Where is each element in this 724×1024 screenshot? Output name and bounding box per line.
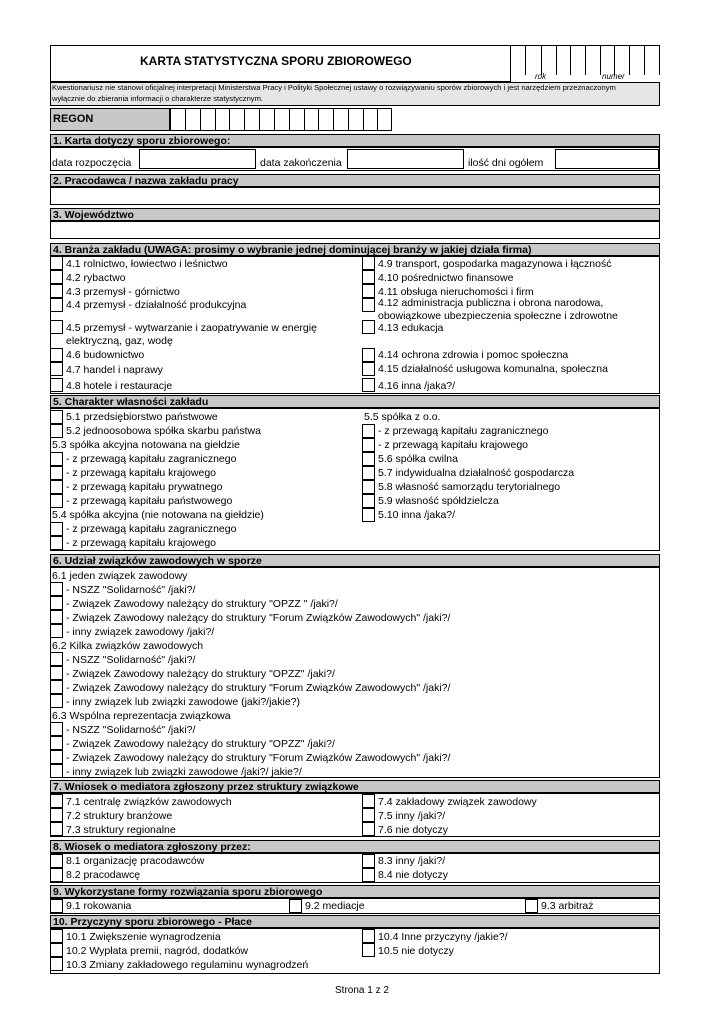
checkbox-6-1-b[interactable] — [50, 596, 63, 610]
option-4-13: 4.13 edukacja — [378, 322, 444, 334]
option-4-9: 4.9 transport, gospodarka magazynowa i łączność — [378, 258, 612, 270]
option-6-1-d: - inny związek zawodowy /jaki?/ — [66, 626, 215, 638]
checkbox-4-1[interactable] — [50, 256, 63, 270]
option-5-7: 5.7 indywidualna działalność gospodarcza — [378, 467, 575, 479]
checkbox-4-15[interactable] — [362, 362, 375, 376]
section-9-header: 9. Wykorzystane formy rozwiązania sporu zbiorowego — [50, 885, 660, 898]
checkbox-6-2-b[interactable] — [50, 666, 63, 680]
option-7-3: 7.3 struktury regionalne — [66, 824, 176, 836]
checkbox-6-2-a[interactable] — [50, 652, 63, 666]
option-4-5-cont: elektryczną, gaz, wodę — [66, 335, 173, 347]
option-10-5: 10.5 nie dotyczy — [378, 945, 454, 957]
option-7-5: 7.5 inny /jaki?/ — [378, 810, 446, 822]
section-5-header: 5. Charakter własności zakładu — [50, 395, 660, 408]
number-label: numer — [602, 72, 625, 81]
option-10-4: 10.4 Inne przyczyny /jakie?/ — [378, 931, 508, 943]
checkbox-8-2[interactable] — [50, 868, 63, 882]
option-8-2: 8.2 pracodawcę — [66, 869, 141, 881]
checkbox-7-2[interactable] — [50, 808, 63, 822]
regon-grid[interactable] — [170, 108, 392, 131]
option-6-3-d: - inny związek lub związki zawodowe /jaki?/ jakie?/ — [66, 766, 302, 778]
checkbox-6-1-c[interactable] — [50, 610, 63, 624]
option-4-14: 4.14 ochrona zdrowia i pomoc społeczna — [378, 349, 569, 361]
end-date-input[interactable] — [347, 149, 464, 169]
days-total-label: ilość dni ogółem — [468, 157, 544, 169]
option-6-2-d: - inny związek lub związki zawodowe (jaki?/jakie?) — [66, 696, 301, 708]
checkbox-7-6[interactable] — [362, 822, 375, 836]
option-5-8: 5.8 własność samorządu terytorialnego — [378, 481, 561, 493]
checkbox-5-7[interactable] — [362, 466, 375, 480]
option-5-3-b: - z przewagą kapitału krajowego — [66, 467, 216, 479]
option-4-8: 4.8 hotele i restauracje — [66, 380, 173, 392]
option-4-2: 4.2 rybactwo — [66, 272, 126, 284]
checkbox-6-3-a[interactable] — [50, 722, 63, 736]
checkbox-6-2-c[interactable] — [50, 680, 63, 694]
option-8-1: 8.1 organizację pracodawców — [66, 855, 205, 867]
employer-name-input[interactable] — [50, 187, 660, 205]
section-10-header: 10. Przyczyny sporu zbiorowego - Płace — [50, 915, 660, 928]
checkbox-8-1[interactable] — [50, 854, 63, 868]
option-5-3-a: - z przewagą kapitału zagranicznego — [66, 453, 237, 465]
checkbox-7-1[interactable] — [50, 794, 63, 808]
option-5-1: 5.1 przedsiębiorstwo państwowe — [66, 411, 218, 423]
checkbox-7-4[interactable] — [362, 794, 375, 808]
year-label: rok — [535, 72, 547, 81]
option-4-6: 4.6 budownictwo — [66, 349, 145, 361]
page-number: Strona 1 z 2 — [335, 985, 389, 996]
option-4-3: 4.3 przemysł - górnictwo — [66, 286, 180, 298]
option-9-2: 9.2 mediacje — [305, 900, 365, 912]
checkbox-10-2[interactable] — [50, 943, 63, 957]
checkbox-6-2-d[interactable] — [50, 694, 63, 708]
checkbox-10-3[interactable] — [50, 957, 63, 971]
checkbox-8-4[interactable] — [362, 868, 375, 882]
option-8-3: 8.3 inny /jaki?/ — [378, 855, 446, 867]
checkbox-5-3-b[interactable] — [50, 466, 63, 480]
section-2-header: 2. Pracodawca / nazwa zakładu pracy — [50, 174, 660, 187]
checkbox-5-5-b[interactable] — [362, 438, 375, 452]
option-7-1: 7.1 centralę związków zawodowych — [66, 796, 232, 808]
option-6-2-c: - Związek Zawodowy należący do struktury "Forum Związków Zawodowych" /jaki?/ — [66, 682, 451, 694]
disclaimer-line-2: wyłącznie do zbierania informacji o charakterze statystycznym. — [52, 94, 264, 103]
end-date-label: data zakończenia — [260, 157, 342, 169]
option-5-3-c: - z przewagą kapitału prywatnego — [66, 481, 223, 493]
checkbox-6-3-b[interactable] — [50, 736, 63, 750]
checkbox-4-10[interactable] — [362, 270, 375, 284]
option-5-4-b: - z przewagą kapitału krajowego — [66, 537, 216, 549]
section-7-header: 7. Wniosek o mediatora zgłoszony przez struktury związkowe — [50, 780, 660, 793]
section-3-header: 3. Województwo — [50, 208, 660, 221]
section-4-header: 4. Branża zakładu (UWAGA: prosimy o wybranie jednej dominującej branży w jakiej działa firma) — [50, 243, 660, 256]
option-6-2: 6.2 Kilka związków zawodowych — [52, 640, 204, 652]
checkbox-10-5[interactable] — [362, 943, 375, 957]
option-10-3: 10.3 Zmiany zakładowego regulaminu wynagrodzeń — [66, 959, 309, 971]
checkbox-5-2[interactable] — [50, 424, 63, 438]
checkbox-9-1[interactable] — [50, 899, 63, 913]
section-6-header: 6. Udział związków zawodowych w sporze — [50, 554, 660, 567]
option-5-5: 5.5 spółka z o.o. — [364, 411, 441, 423]
option-8-4: 8.4 nie dotyczy — [378, 869, 449, 881]
checkbox-6-3-c[interactable] — [50, 750, 63, 764]
option-6-1-c: - Związek Zawodowy należący do struktury "Forum Związków Zawodowych" /jaki?/ — [66, 612, 451, 624]
option-6-1-b: - Związek Zawodowy należący do struktury "OPZZ " /jaki?/ — [66, 598, 338, 610]
checkbox-4-14[interactable] — [362, 348, 375, 362]
checkbox-5-9[interactable] — [362, 494, 375, 508]
checkbox-5-3-d[interactable] — [50, 494, 63, 508]
option-5-4-a: - z przewagą kapitału zagranicznego — [66, 523, 237, 535]
checkbox-6-3-d[interactable] — [50, 764, 63, 778]
checkbox-6-1-d[interactable] — [50, 624, 63, 638]
option-4-10: 4.10 pośrednictwo finansowe — [378, 272, 514, 284]
checkbox-4-13[interactable] — [362, 320, 375, 334]
checkbox-4-16[interactable] — [362, 378, 375, 392]
option-6-3-a: - NSZZ "Solidarność" /jaki?/ — [66, 724, 196, 736]
option-4-12-cont: obowiązkowe ubezpieczenia społeczne i zdrowotne — [378, 310, 618, 322]
option-5-9: 5.9 własność spółdzielcza — [378, 495, 499, 507]
option-4-16: 4.16 inna /jaka?/ — [378, 380, 456, 392]
option-6-3-c: - Związek Zawodowy należący do struktury "Forum Związków Zawodowych" /jaki?/ — [66, 752, 451, 764]
option-5-5-b: - z przewagą kapitału krajowego — [378, 439, 528, 451]
checkbox-5-10[interactable] — [362, 508, 375, 522]
start-date-label: data rozpoczęcia — [52, 157, 132, 169]
checkbox-10-1[interactable] — [50, 929, 63, 943]
checkbox-8-3[interactable] — [362, 854, 375, 868]
option-5-10: 5.10 inna /jaka?/ — [378, 509, 456, 521]
checkbox-4-6[interactable] — [50, 348, 63, 362]
option-4-12: 4.12 administracja publiczna i obrona narodowa, — [378, 297, 604, 309]
checkbox-4-3[interactable] — [50, 284, 63, 298]
checkbox-10-4[interactable] — [362, 929, 375, 943]
option-6-1: 6.1 jeden związek zawodowy — [52, 570, 188, 582]
checkbox-4-8[interactable] — [50, 378, 63, 392]
option-6-2-b: - Związek Zawodowy należący do struktury "OPZZ" /jaki?/ — [66, 668, 335, 680]
option-5-6: 5.6 spółka cwilna — [378, 453, 458, 465]
checkbox-9-3[interactable] — [525, 899, 538, 913]
section-8-header: 8. Wiosek o mediatora zgłoszony przez: — [50, 840, 660, 853]
checkbox-4-7[interactable] — [50, 362, 63, 376]
option-9-3: 9.3 arbitraż — [541, 900, 594, 912]
checkbox-5-3-a[interactable] — [50, 452, 63, 466]
checkbox-5-5-a[interactable] — [362, 424, 375, 438]
disclaimer-line-1: Kwestionariusz nie stanowi oficjalnej interpretacji Ministerstwa Pracy i Polityki Społecznej ustawy o rozwiązywaniu sporów zbiorowych i jest narzędziem przeznaczonym — [52, 83, 616, 92]
checkbox-4-12[interactable] — [362, 298, 375, 312]
option-4-15: 4.15 działalność usługowa komunalna, społeczna — [378, 363, 608, 375]
regon-label: REGON — [53, 113, 94, 125]
option-4-5: 4.5 przemysł - wytwarzanie i zaopatrywanie w energię — [66, 322, 317, 334]
option-6-3: 6.3 Wspólna reprezentacja związkowa — [52, 710, 231, 722]
option-5-4: 5.4 spółka akcyjna (nie notowana na giełdzie) — [52, 509, 264, 521]
checkbox-5-6[interactable] — [362, 452, 375, 466]
option-9-1: 9.1 rokowania — [66, 900, 132, 912]
option-10-1: 10.1 Zwiększenie wynagrodzenia — [66, 931, 221, 943]
option-4-1: 4.1 rolnictwo, łowiectwo i leśnictwo — [66, 258, 228, 270]
checkbox-5-3-c[interactable] — [50, 480, 63, 494]
option-7-2: 7.2 struktury branżowe — [66, 810, 173, 822]
option-4-4: 4.4 przemysł - działalność produkcyjna — [66, 299, 247, 311]
checkbox-5-4-a[interactable] — [50, 522, 63, 536]
checkbox-6-1-a[interactable] — [50, 582, 63, 596]
checkbox-9-2[interactable] — [289, 899, 302, 913]
option-5-3: 5.3 spółka akcyjna notowana na giełdzie — [52, 439, 240, 451]
option-6-2-a: - NSZZ "Solidarność" /jaki?/ — [66, 654, 196, 666]
option-6-3-b: - Związek Zawodowy należący do struktury "OPZZ" /jaki?/ — [66, 738, 335, 750]
checkbox-7-3[interactable] — [50, 822, 63, 836]
checkbox-5-8[interactable] — [362, 480, 375, 494]
checkbox-4-4[interactable] — [50, 298, 63, 312]
option-6-1-a: - NSZZ "Solidarność" /jaki?/ — [66, 584, 196, 596]
checkbox-5-4-b[interactable] — [50, 536, 63, 550]
option-4-11: 4.11 obsługa nieruchomości i firm — [378, 286, 534, 298]
checkbox-7-5[interactable] — [362, 808, 375, 822]
option-5-2: 5.2 jednoosobowa spółka skarbu państwa — [66, 425, 261, 437]
option-7-4: 7.4 zakładowy związek zawodowy — [378, 796, 537, 808]
option-5-3-d: - z przewagą kapitału państwowego — [66, 495, 233, 507]
voivodeship-input[interactable] — [50, 221, 660, 239]
checkbox-4-11[interactable] — [362, 284, 375, 298]
option-4-7: 4.7 handel i naprawy — [66, 364, 163, 376]
option-5-5-a: - z przewagą kapitału zagranicznego — [378, 425, 549, 437]
form-title: KARTA STATYSTYCZNA SPORU ZBIOROWEGO — [140, 54, 412, 68]
days-total-input[interactable] — [555, 149, 659, 169]
checkbox-4-9[interactable] — [362, 256, 375, 270]
option-10-2: 10.2 Wypłata premii, nagród, dodatków — [66, 945, 249, 957]
checkbox-4-2[interactable] — [50, 270, 63, 284]
section-1-header: 1. Karta dotyczy sporu zbiorowego: — [50, 134, 660, 147]
checkbox-5-1[interactable] — [50, 410, 63, 424]
start-date-input[interactable] — [139, 149, 256, 169]
checkbox-4-5[interactable] — [50, 320, 63, 334]
option-7-6: 7.6 nie dotyczy — [378, 824, 449, 836]
